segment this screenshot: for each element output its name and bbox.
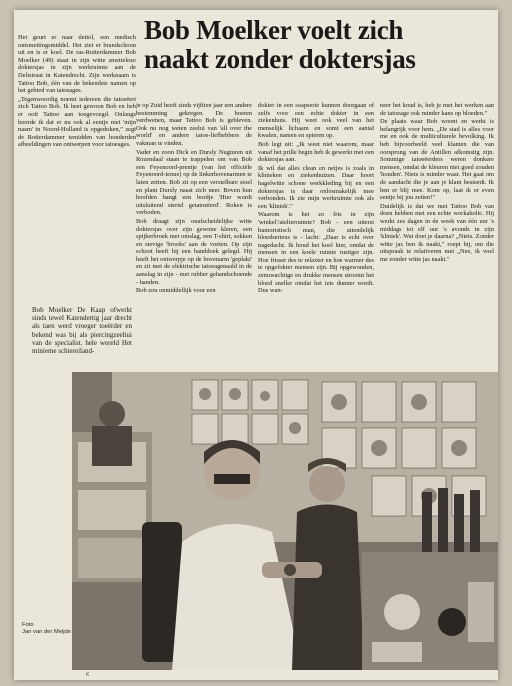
intro-column [18,34,136,244]
article-column-3 [258,102,374,370]
body-paragraph: dokter in een soapserie kunnen doorgaan of zelfs voor een echte dokter in een ziekenhuis. Hij weet ook veel van het menselijk lichaam en somt een aantal kwalen, namen en spieren op. [258,102,374,140]
tattoo-studio-photo [72,372,498,670]
newspaper-page [14,10,498,680]
article-column-2 [136,102,252,370]
page-mark: K [86,672,90,678]
intro-paragraph: Het geurt er naar dettol, een medisch ontsmettingsmiddel. Het ziet er brandschoon uit en is er koel. De ras-Rotterdammer Bob Moelker (49) staat in zijn witte smetteloze doktersjas in zijn werkruimte aan de Delistraat in Katendrecht. Zijn werknaam is Tattoo Bob, één van de bekendste namen op het gebied van tatoeages. [18,34,136,95]
photo-caption: Bob Moelker De Kaap ofwerkt sinds tewel Katendertig jaar drecht als taen werd vroeger toeërder en bekend was bij als piercingzeeliui van de specialist. hele wereld Het minieme schiereiland- [32,306,132,356]
photo-credit-label: Foto [22,622,34,628]
headline [144,16,494,74]
headline-line: Bob Moelker voelt zich [144,15,404,45]
body-paragraph: Bob legt uit: „Ik weet niet waarom, maar vanaf het prille begin heb ik gewerkt met een doktersjas aan. [258,140,374,164]
tattoo-studio-illustration [72,372,498,670]
headline-line: naakt zonder doktersjas [144,44,416,74]
photo-credit [22,622,71,636]
article-column-4 [380,102,494,370]
photographer-name: Jan van der Meijde [22,629,71,635]
body-paragraph: Ik wil dat alles clean en netjes is zoals in klinieken en ziekenhuizen. Daar hoort hagelwitte schone werkkleding bij en een doktersjas is daar onlosmakelijk mee verbonden. Ik zie mijn werkruimte ook als een 'kliniek'." [258,164,374,210]
body-paragraph: Bob zou onmiddellijk voor een [136,287,216,295]
body-paragraph: je op Zuid heeft sinds vijftien jaar een andere bestemming gekregen. De hoeren verdwenen, maar Tattoo Bob is gebleven. Ook nu nog weten zeelui van 'all over the world' en andere tatoe-liefhebbers de vakman te vinden. [136,102,252,147]
intro-paragraph: „Tegenwoordig noemt iedereen die tatoeëert zich Tattoo Bob. Ik heet gewoon Bob en heb er ooit Tattoo aan toegevoegd. Onlangs hoorde ik dat er nu ook al eentje met 'mijn naam' in Noord-Holland is opgedoken,” zegt de Rotterdammer temidden van honderden afbeeldingen van ontwerpen voor tatoeages. [18,95,136,149]
body-paragraph: De plaats waar Bob woont en werkt is belangrijk voor hem. „De stad is alles voor me en ook de multiculturele bevolking. Ik heb bijvoorbeeld veel klanten die van oorsprong van de Antillen afkomstig zijn. Sommige tatoeëerders weren donkere mensen, omdat de kleuren niet goed zouden 'houden'. Niets is minder waar. Het gaat om de aandacht die je aan je klant besteedt. Ik ben er blij mee. Kom op, laat ik er even eentje bij jou zetten!" [380,118,494,202]
body-paragraph: neer het koud is, heb je met het werken aan de tatoeage ook minder kans op bloeden." [380,102,494,117]
body-paragraph: Vader en zoon Dick en Dursly Nugturen uit Rozendaal staan te trappelen om van Bob een Feyenoord-prentje (van het officiële Feyenoord-tenue) op de linkerbovenarmen te laten zetten. Bob zit op een verstelbare stoel en plant Dursly naast zich neer. Boven hun hoofden hangt een bordje 'Hier wordt uitsluitend steriel getatoeëerd'. Roken is verboden. [136,148,252,217]
body-paragraph: Bob draagt zijn onafscheidelijke witte doktersjas over zijn gewone kleren, een spijkerbroek met omslag, een T-shirt, sokken en stevige 'brooks' aan de voeten. Op zijn schoot heeft hij een handdoek gelegd. Hij heeft het ontwerpje op de bovenarm 'geplakt' en zit met de elektrische tatoeagenaald in de aanslag in zijn - met rubber gehandschoende - handen. [136,217,252,286]
body-paragraph: Duidelijk is dat we met Tattoo Bob van doen hebben met een echte workaholic. Hij werkt zes dagen in de week van één uur 's middags tot elf uur 's avonds in zijn 'kliniek'. Wat doet je daarna? „Niets. Zonder witte jas ben ik naakt," roept hij, om die uitspraak te relativeren met „Nee, ik voel me zonder witte jas naakt." [380,202,494,263]
body-paragraph: Waarom is het zo fris in zijn 'winkel'/atelierruimte? Bob - een uiterst humoristisch man, die uitendelijk bloedserieus is - lacht: „Daar is echt over nagedacht. Ik houd het koel hier, omdat de mensen in een koele ruimte rustiger zijn. Hoe frisser des te relaxter en hoe warmer des te opgefokter mensen zijn. Bij opgewonden, zenuwachtige en drukke mensen stroomt het bloed sneller omdat het iets dunner wordt. Dus wan- [258,211,374,295]
